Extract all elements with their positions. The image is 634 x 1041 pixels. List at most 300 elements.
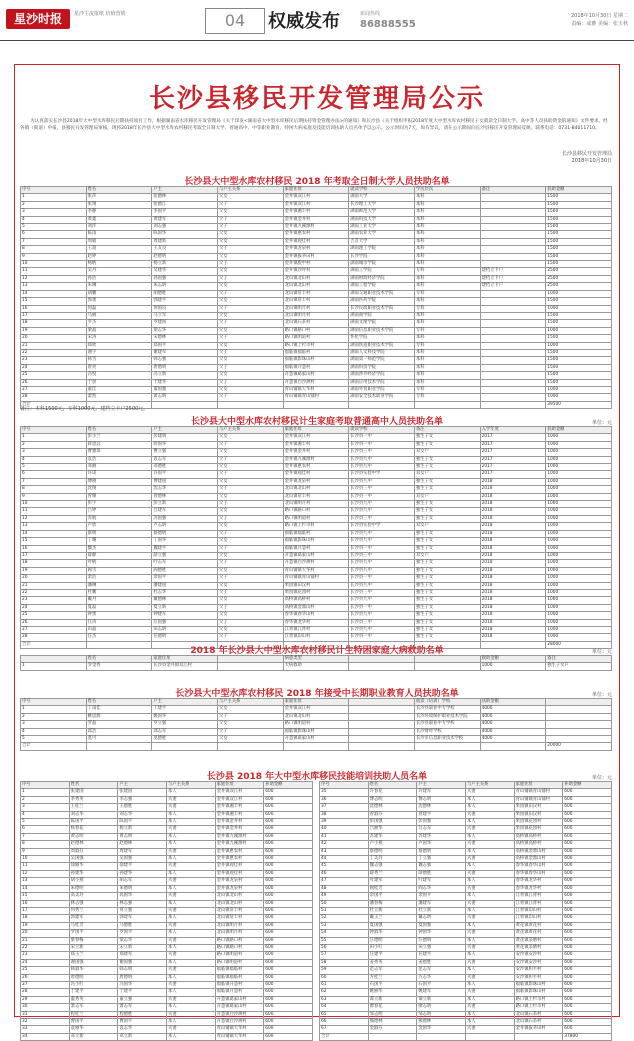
- table-row: [320, 915, 612, 922]
- table-cell: 2500: [546, 275, 612, 282]
- table-row: [21, 238, 612, 245]
- table-cell: 2018: [480, 508, 546, 515]
- table-cell: 600: [563, 967, 612, 974]
- table-cell: [480, 743, 546, 750]
- table-cell: 熊德林: [368, 1019, 417, 1026]
- table-cell: 田立强: [417, 944, 466, 951]
- table-cell: 福临镇福临村: [215, 967, 264, 974]
- table-cell: 22: [21, 944, 70, 951]
- table-cell: 600: [264, 885, 313, 892]
- table-cell: 薛静: [86, 552, 152, 559]
- table-cell: 赵德林: [69, 841, 118, 848]
- table-cell: 本人: [166, 1033, 215, 1040]
- table-cell: 黄鑫: [86, 216, 152, 223]
- table-cell: 金井镇惠农村: [215, 856, 264, 863]
- table-cell: 金井镇双江村: [283, 434, 349, 441]
- table-cell: 父女: [217, 478, 283, 485]
- table-cell: 600: [563, 841, 612, 848]
- table-cell: 1000: [546, 530, 612, 537]
- table-cell: 罗建国: [152, 320, 218, 327]
- column-header: 补助金额: [264, 782, 313, 789]
- table-cell: 4: [21, 216, 87, 223]
- table-cell: 苏建华: [417, 833, 466, 840]
- table-cell: 梁志华: [152, 327, 218, 334]
- table-cell: 潘琳: [86, 582, 152, 589]
- table-cell: 宋立新: [118, 944, 167, 951]
- table-cell: 6: [21, 471, 87, 478]
- table-cell: [480, 379, 546, 386]
- table-cell: 12: [21, 870, 70, 877]
- table-cell: 本科: [414, 312, 480, 319]
- table-cell: 5: [21, 224, 87, 231]
- table-cell: 独生子女: [414, 626, 480, 633]
- table-cell: 4: [21, 728, 87, 735]
- table-cell: 56: [320, 944, 369, 951]
- column-header: 姓名: [86, 656, 152, 663]
- table-cell: 金井镇拔茅田村: [283, 253, 349, 260]
- table-row: [21, 848, 313, 855]
- table-cell: 金井镇湘丰村: [283, 209, 349, 216]
- table-row: [21, 619, 612, 626]
- table-cell: 傅晓: [86, 478, 152, 485]
- column-header: 与户主关系: [217, 427, 283, 434]
- table-cell: 许春花: [368, 789, 417, 796]
- table-cell: 金井镇双江村: [283, 194, 349, 201]
- table-cell: 45: [320, 863, 369, 870]
- table-cell: 夫妻: [465, 959, 514, 966]
- table-cell: 梁志华: [118, 937, 167, 944]
- table-cell: 梁晶: [86, 327, 152, 334]
- table-cell: 7: [21, 478, 87, 485]
- table-cell: 张建国: [118, 789, 167, 796]
- table-cell: 1000: [546, 508, 612, 515]
- table-cell: 600: [264, 1019, 313, 1026]
- table-cell: 长沙县一中: [349, 545, 415, 552]
- table-cell: 4000: [480, 721, 546, 728]
- table-cell: 2500: [546, 268, 612, 275]
- table-cell: 吴国强: [69, 856, 118, 863]
- table-cell: 1000: [546, 560, 612, 567]
- table-cell: 2017: [480, 441, 546, 448]
- table-cell: 3: [21, 449, 87, 456]
- table-row: [21, 349, 612, 356]
- table-cell: 长沙县九中: [349, 530, 415, 537]
- table-cell: 600: [563, 893, 612, 900]
- table-cell: 胡鹏: [86, 290, 152, 297]
- table-cell: 罗杰: [86, 320, 152, 327]
- table-row: [21, 320, 612, 327]
- table-cell: 600: [563, 989, 612, 996]
- table-row: [320, 930, 612, 937]
- table-cell: 独生子女: [414, 508, 480, 515]
- notice-signoff: [562, 151, 612, 165]
- table-cell: 600: [264, 1004, 313, 1011]
- table-cell: 夫妻: [465, 870, 514, 877]
- table-cell: 1000: [546, 464, 612, 471]
- table-cell: 郭蕾: [86, 298, 152, 305]
- table-cell: 600: [264, 1011, 313, 1018]
- table-row: [21, 298, 612, 305]
- table-cell: 父子: [217, 394, 283, 401]
- table-cell: 1000: [546, 441, 612, 448]
- table-row: [21, 721, 612, 728]
- table-cell: 52: [320, 915, 369, 922]
- table-cell: 父子: [217, 515, 283, 522]
- table-cell: 春华镇龙华村: [514, 878, 563, 885]
- table-cell: 邓立新: [118, 1033, 167, 1040]
- table-cell: 1000: [546, 305, 612, 312]
- table-cell: [480, 261, 546, 268]
- table-cell: 14: [21, 290, 87, 297]
- table-cell: 父子: [217, 728, 283, 735]
- table-row: [320, 841, 612, 848]
- table-cell: 65: [320, 1011, 369, 1018]
- table-row: [320, 996, 612, 1003]
- table-cell: 湖南人文科技学院: [349, 349, 415, 356]
- table-cell: 金井镇九溪源村: [283, 456, 349, 463]
- table-cell: 吕丽华: [368, 826, 417, 833]
- table-cell: 金井镇金井村: [215, 826, 264, 833]
- table-cell: 1000: [546, 589, 612, 596]
- table-cell: 1500: [546, 231, 612, 238]
- table-cell: 27: [21, 981, 70, 988]
- table-cell: 莫可: [86, 736, 152, 743]
- table-cell: 夫妻: [166, 826, 215, 833]
- table-cell: 姜德胜: [417, 959, 466, 966]
- table-cell: 方桂兰: [368, 974, 417, 981]
- table-cell: 2018: [480, 523, 546, 530]
- table-cell: 本人: [465, 819, 514, 826]
- table-cell: 1000: [546, 493, 612, 500]
- table-cell: 夫妻: [166, 1026, 215, 1033]
- table-cell: 彭建明: [152, 434, 218, 441]
- table-cell: 10: [21, 856, 70, 863]
- table-cell: 郭建军: [69, 915, 118, 922]
- table-cell: 长沙县九中: [349, 626, 415, 633]
- table-cell: 28000: [546, 641, 612, 648]
- table-cell: 汪德明: [368, 937, 417, 944]
- table-cell: [217, 743, 283, 750]
- table-cell: 600: [264, 848, 313, 855]
- table-cell: 金井镇惠农村: [283, 464, 349, 471]
- table-cell: 唐德明: [118, 974, 167, 981]
- table-cell: 大病救助: [283, 663, 349, 670]
- table-cell: 湖南医药学院: [349, 298, 415, 305]
- table-cell: 2018: [480, 597, 546, 604]
- table-cell: 600: [264, 841, 313, 848]
- table-cell: [152, 401, 218, 408]
- table-row: [21, 996, 313, 1003]
- table-cell: [349, 401, 415, 408]
- table-cell: 21: [21, 582, 87, 589]
- table-cell: 任杰: [86, 634, 152, 641]
- table-cell: 2018: [480, 530, 546, 537]
- table-cell: [546, 728, 612, 735]
- table-cell: 本科: [414, 372, 480, 379]
- column-header: [21, 656, 87, 663]
- table-row: [21, 974, 313, 981]
- table-cell: 金井镇观佳村: [283, 471, 349, 478]
- table-row: [21, 552, 612, 559]
- table-cell: 宋涛: [86, 335, 152, 342]
- table-cell: 600: [264, 952, 313, 959]
- table-cell: 父子: [217, 349, 283, 356]
- table-cell: 周敏: [86, 238, 152, 245]
- table2-unit: 单位：元: [591, 420, 612, 426]
- table-cell: 34: [21, 1033, 70, 1040]
- column-header: 家庭住址: [283, 699, 349, 706]
- table-cell: 本人: [465, 893, 514, 900]
- table-cell: [349, 736, 415, 743]
- table-cell: 合计: [320, 1033, 369, 1040]
- table-row: [21, 538, 612, 545]
- table-cell: 600: [563, 937, 612, 944]
- table-cell: 1000: [546, 545, 612, 552]
- table-cell: 开慧镇白沙洲村: [283, 560, 349, 567]
- table-row: [21, 589, 612, 596]
- total-row: [21, 743, 612, 750]
- table-cell: 双女户: [414, 523, 480, 530]
- table-row: [320, 870, 612, 877]
- table-cell: 37800: [563, 1033, 612, 1040]
- table-cell: 宋德林: [152, 335, 218, 342]
- table-cell: 父女: [217, 612, 283, 619]
- column-header: 入学年度: [480, 427, 546, 434]
- table-cell: 丁美玲: [368, 856, 417, 863]
- table-cell: 金井镇金井村: [283, 216, 349, 223]
- table-cell: 邓立新: [69, 1033, 118, 1040]
- table-cell: 9: [21, 493, 87, 500]
- table-cell: 600: [563, 878, 612, 885]
- table-cell: 父女: [217, 597, 283, 604]
- table-cell: 福临镇影珠山村: [283, 538, 349, 545]
- table-cell: 2500: [546, 283, 612, 290]
- table-cell: [480, 349, 546, 356]
- table-cell: 长沙县三中: [349, 552, 415, 559]
- table-cell: 萧志明: [152, 394, 218, 401]
- table-cell: 600: [563, 826, 612, 833]
- table-cell: 湖南涉外经济学院: [349, 372, 415, 379]
- table-cell: [480, 386, 546, 393]
- table-cell: 600: [264, 893, 313, 900]
- table-cell: 20: [21, 575, 87, 582]
- table-cell: 长沙县九中: [349, 567, 415, 574]
- table-cell: 独生子女: [414, 441, 480, 448]
- table-cell: 22: [21, 349, 87, 356]
- table-cell: 600: [563, 863, 612, 870]
- table-cell: 36: [320, 796, 369, 803]
- table-cell: 北山镇明月村: [215, 922, 264, 929]
- table-row: [21, 863, 313, 870]
- table-cell: 北山镇明月村: [215, 930, 264, 937]
- table-cell: 独生子女: [414, 575, 480, 582]
- table-cell: 27: [21, 386, 87, 393]
- table-cell: 双女户: [414, 552, 480, 559]
- table-cell: 罗国平: [118, 930, 167, 937]
- table-cell: 专科: [414, 394, 480, 401]
- table-cell: 吴国强: [118, 856, 167, 863]
- table-row: [320, 937, 612, 944]
- table-cell: 王超: [86, 246, 152, 253]
- table-row: [21, 582, 612, 589]
- table-cell: 独生子女: [414, 434, 480, 441]
- table-cell: 路口镇路口村: [215, 944, 264, 951]
- table-cell: 24: [21, 959, 70, 966]
- table-cell: [349, 713, 415, 720]
- table-cell: [417, 1033, 466, 1040]
- table-cell: 蔡德明: [152, 530, 218, 537]
- table-cell: 路口镇明道村: [283, 335, 349, 342]
- table-cell: 35: [320, 789, 369, 796]
- table-cell: 金国华: [417, 1026, 466, 1033]
- table-cell: 张德林: [152, 194, 218, 201]
- table-row: [21, 856, 313, 863]
- table-cell: 石国平: [417, 981, 466, 988]
- table-cell: 父女: [217, 298, 283, 305]
- table-cell: 黄志明: [118, 833, 167, 840]
- table-row: [21, 434, 612, 441]
- table-cell: 本科: [414, 194, 480, 201]
- table-cell: 夫妻: [465, 841, 514, 848]
- table-cell: 23: [21, 597, 87, 604]
- table-cell: 600: [264, 833, 313, 840]
- table-cell: 周淑芬: [69, 848, 118, 855]
- table-cell: 叶建军: [417, 878, 466, 885]
- table-cell: 范志军: [417, 967, 466, 974]
- table-row: [320, 989, 612, 996]
- table-cell: 4000: [480, 713, 546, 720]
- table-row: [21, 530, 612, 537]
- table-cell: 长沙县三中: [349, 515, 415, 522]
- table-row: [320, 900, 612, 907]
- table-cell: 北山镇明月村: [283, 312, 349, 319]
- table-row: [320, 885, 612, 892]
- table-cell: 父女: [217, 552, 283, 559]
- table-row: [21, 1026, 313, 1033]
- table-cell: 丁建平: [152, 706, 218, 713]
- table-cell: 曾德林: [152, 493, 218, 500]
- table-cell: 8: [21, 841, 70, 848]
- table-cell: 1500: [546, 335, 612, 342]
- table-cell: 父子: [217, 713, 283, 720]
- table-header-row: [21, 427, 612, 434]
- table-cell: 600: [563, 900, 612, 907]
- table-cell: 57: [320, 952, 369, 959]
- table-cell: 本人: [166, 1004, 215, 1011]
- table-cell: 蔡德明: [368, 848, 417, 855]
- table-cell: 宋立新: [69, 944, 118, 951]
- table-row: [320, 893, 612, 900]
- table-cell: 本人: [166, 959, 215, 966]
- table-cell: [480, 231, 546, 238]
- table-cell: 吴建华: [152, 268, 218, 275]
- table-cell: 王友良: [152, 246, 218, 253]
- table5-title: 长沙县 2018 年大中型水库移民技能培训扶助人员名单: [206, 772, 428, 782]
- column-header: 家庭住址: [215, 782, 264, 789]
- column-header: [217, 656, 283, 663]
- table-cell: 1500: [546, 238, 612, 245]
- table-cell: 湖南交通职业技术学院: [349, 290, 415, 297]
- table-cell: 杜志华: [152, 589, 218, 596]
- table-row: [21, 634, 612, 641]
- table-cell: 9: [21, 253, 87, 260]
- table-cell: 金井镇金井村: [283, 449, 349, 456]
- table-cell: 福临镇开慧村: [215, 981, 264, 988]
- table-cell: 1500: [546, 201, 612, 208]
- table-cell: 任建平: [417, 952, 466, 959]
- table-cell: 夫妻: [166, 796, 215, 803]
- table-cell: 周建新: [152, 238, 218, 245]
- table-cell: 江背镇江背村: [283, 626, 349, 633]
- table-cell: 杜鹏: [86, 589, 152, 596]
- table-cell: 1000: [546, 434, 612, 441]
- table-cell: 范志军: [368, 967, 417, 974]
- table-cell: 本人: [166, 870, 215, 877]
- table-cell: 1500: [546, 298, 612, 305]
- table-cell: [480, 238, 546, 245]
- table-cell: 1500: [546, 349, 612, 356]
- table-cell: 独生子女: [414, 589, 480, 596]
- table-row: [21, 833, 313, 840]
- table-cell: 本人: [166, 819, 215, 826]
- table-cell: 独生子女: [414, 486, 480, 493]
- table-cell: 父子: [217, 501, 283, 508]
- table-cell: 63: [320, 996, 369, 1003]
- table-cell: 黄花镇黄花村: [514, 922, 563, 929]
- table-cell: 余国平: [152, 575, 218, 582]
- issue-meta: [571, 12, 628, 28]
- table-cell: 湖南第一师范学院: [349, 357, 415, 364]
- table-cell: 本人: [166, 833, 215, 840]
- table-cell: 2018: [480, 552, 546, 559]
- table-cell: 17: [21, 552, 87, 559]
- table-cell: 林志强: [69, 900, 118, 907]
- table-cell: 杨春花: [69, 826, 118, 833]
- table-cell: [480, 201, 546, 208]
- table-cell: 高国华: [118, 893, 167, 900]
- table-cell: 11: [21, 508, 87, 515]
- table-cell: 30: [21, 1004, 70, 1011]
- table-cell: 本人: [465, 863, 514, 870]
- table-cell: 苏国强: [152, 515, 218, 522]
- table-cell: 长沙县三中: [349, 619, 415, 626]
- table-row: [21, 515, 612, 522]
- table-cell: 4: [21, 811, 70, 818]
- table-cell: 韩雪: [86, 357, 152, 364]
- table-cell: 薛德胜: [417, 870, 466, 877]
- table-cell: 夫妻: [465, 944, 514, 951]
- table-cell: 600: [264, 856, 313, 863]
- table-cell: 夫妻: [166, 863, 215, 870]
- table-cell: 路口镇明道村: [215, 959, 264, 966]
- table-cell: 郑玉兰: [69, 952, 118, 959]
- table-cell: 15: [21, 538, 87, 545]
- table-cell: 金井镇湘丰村: [215, 811, 264, 818]
- table-cell: 韩志强: [152, 357, 218, 364]
- table-header-row: [21, 656, 612, 663]
- table-cell: 父女: [217, 626, 283, 633]
- table-cell: 2017: [480, 434, 546, 441]
- table-cell: 杨立新: [152, 261, 218, 268]
- table-cell: 1500: [546, 312, 612, 319]
- table-row: [21, 201, 612, 208]
- table-row: [21, 560, 612, 567]
- table-cell: 金井镇九溪源村: [283, 224, 349, 231]
- table-cell: 韩淑华: [69, 967, 118, 974]
- table-cell: 600: [264, 930, 313, 937]
- table-cell: 49: [320, 893, 369, 900]
- table-cell: 开慧镇葛家山村: [283, 372, 349, 379]
